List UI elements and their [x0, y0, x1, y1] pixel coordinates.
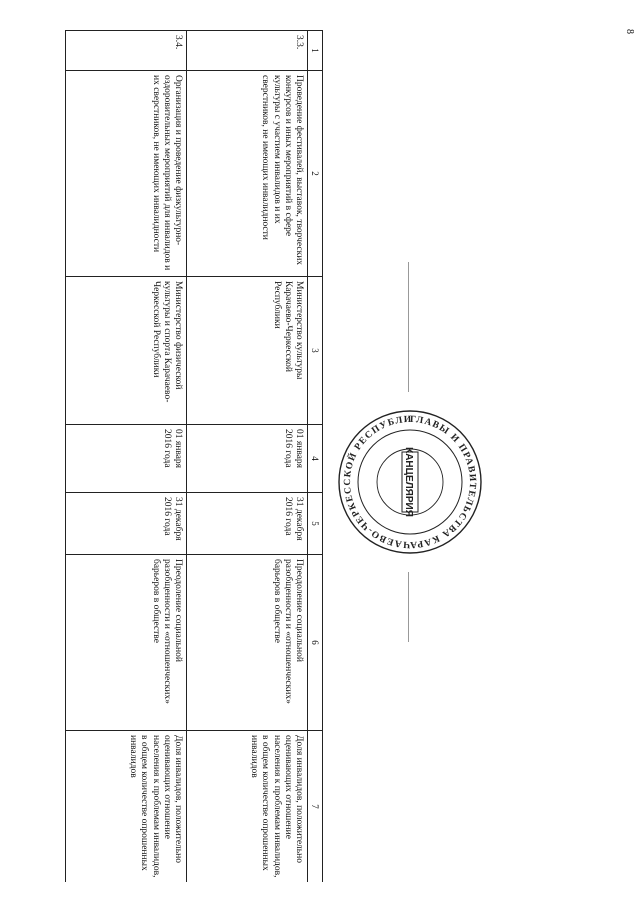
- row-number: 3.4.: [66, 31, 187, 71]
- event-cell: Организация и проведение физкультурно-оздоровительных мероприятий для инвалидов и их сверстников, не имеющих инвалидности: [66, 71, 187, 277]
- col-header: 7: [308, 731, 323, 883]
- seal-inner-text: КАНЦЕЛЯРИЯ: [403, 447, 414, 517]
- indicator-cell: Доля инвалидов, положительно оценивающих отношение населения к проблемам инвалидов, в общем количестве опрошенных инвалидов: [66, 731, 187, 883]
- event-cell: Проведение фестивалей, выставок, творческих конкурсов и иных мероприятий в сфере культуры с участием инвалидов и их сверстников, не имеющих инвалидности: [187, 71, 308, 277]
- signature-line: [408, 262, 409, 392]
- start-date-cell: 01 января 2016 года: [66, 425, 187, 493]
- col-header: 2: [308, 71, 323, 277]
- col-header: 6: [308, 555, 323, 731]
- col-header: 1: [308, 31, 323, 71]
- col-header: 4: [308, 425, 323, 493]
- seal-outer-text: ГЛАВЫ И ПРАВИТЕЛЬСТВА КАРАЧАЕВО-ЧЕРКЕССКОЙ РЕСПУБЛИ: [342, 414, 478, 550]
- events-table: [65, 30, 323, 882]
- official-seal: [336, 408, 484, 556]
- table-row: [66, 31, 187, 883]
- signature-line: [408, 572, 409, 642]
- row-number: 3.3.: [187, 31, 308, 71]
- end-date-cell: 31 декабря 2016 года: [66, 493, 187, 555]
- table-container: [65, 30, 323, 882]
- executor-cell: Министерство физической культуры и спорта Карачаево-Черкесской Республики: [66, 277, 187, 425]
- col-header: 3: [308, 277, 323, 425]
- table-row: [187, 31, 308, 883]
- page-number: 8: [624, 29, 635, 34]
- start-date-cell: 01 января 2016 года: [187, 425, 308, 493]
- result-cell: Преодоление социальной разобщенности и «отношенческих» барьеров в обществе: [66, 555, 187, 731]
- executor-cell: Министерство культуры Карачаево-Черкесской Республики: [187, 277, 308, 425]
- result-cell: Преодоление социальной разобщенности и «отношенческих» барьеров в обществе: [187, 555, 308, 731]
- indicator-cell: Доля инвалидов, положительно оценивающих отношение населения к проблемам инвалидов, в общем количестве опрошенных инвалидов: [187, 731, 308, 883]
- end-date-cell: 31 декабря 2016 года: [187, 493, 308, 555]
- header-row: [308, 31, 323, 883]
- col-header: 5: [308, 493, 323, 555]
